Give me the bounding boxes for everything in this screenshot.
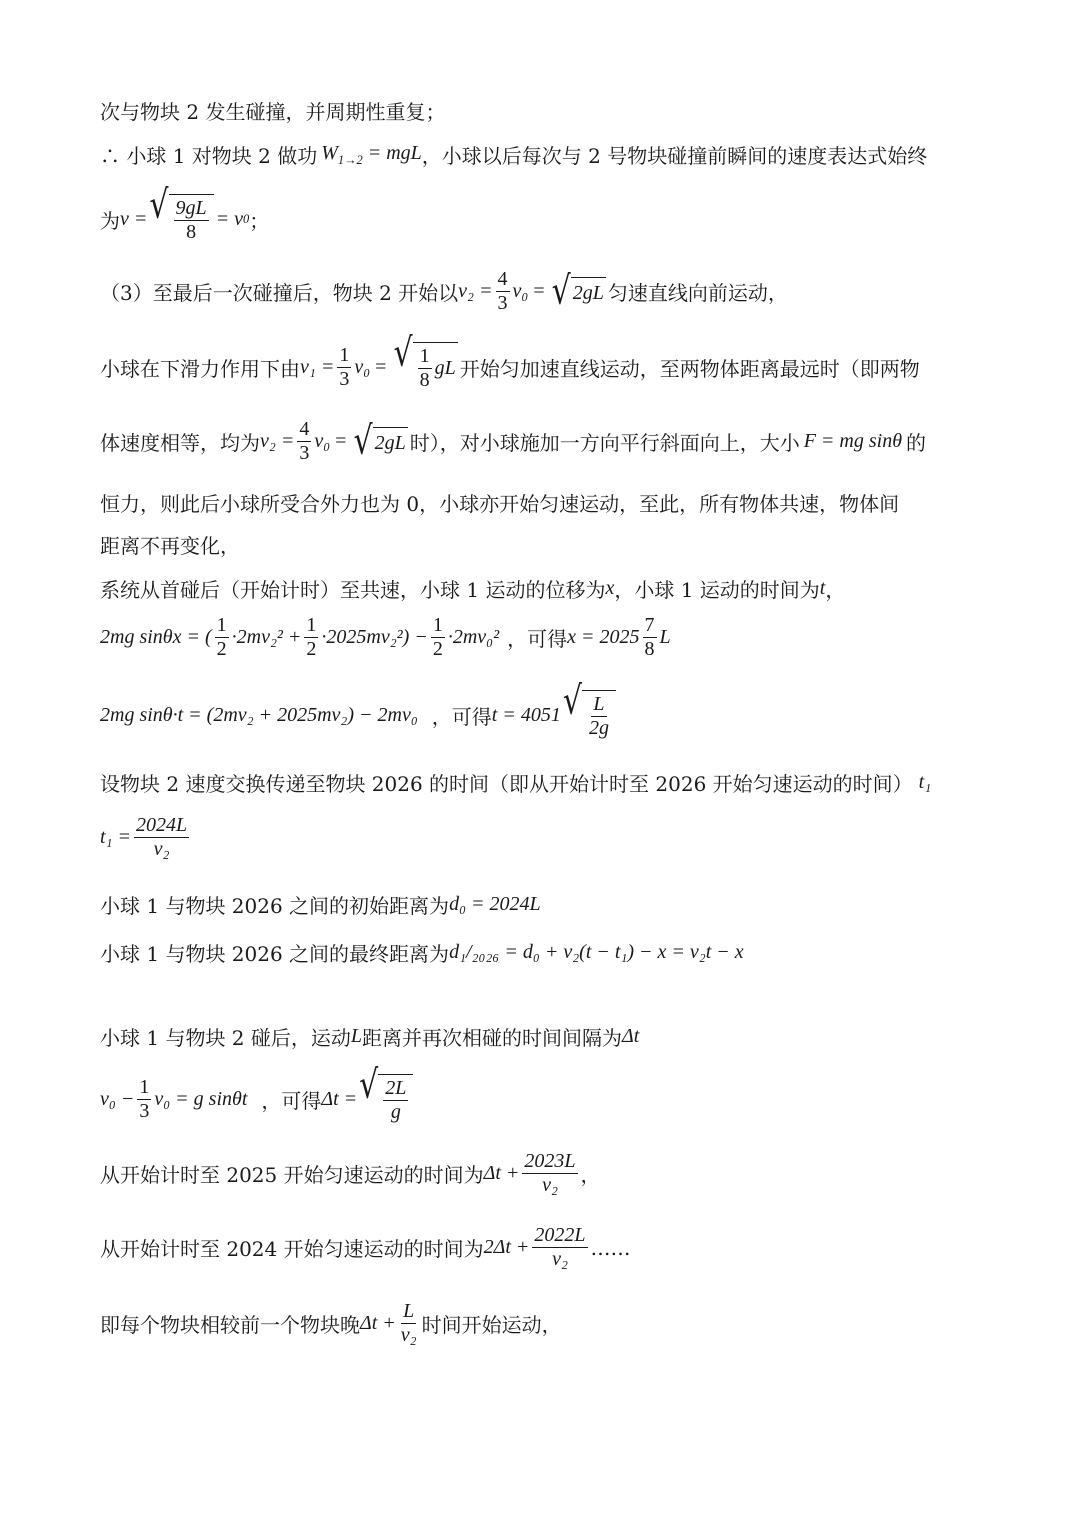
text: ，可得	[261, 1088, 322, 1113]
math: t	[819, 577, 826, 599]
text-line: 体速度相等，均为 v₂ = $\frac{4}{3}$ v₀ = √ 2gL 时），对小球施加一方向平行斜面向上，大小 F = mg sinθ 的	[100, 418, 927, 464]
math: v₀	[512, 280, 529, 302]
text-line: 为 v = √ $\frac{9gL}{8}$ = v 0 ；	[100, 182, 270, 243]
math: v₀	[354, 355, 371, 378]
equation-line	[100, 678, 618, 740]
math: x	[605, 577, 615, 599]
text: 匀速直线向前运动，	[607, 281, 788, 305]
text: 系统从首碰后（开始计时）至共速，小球 1 运动的位移为	[100, 578, 606, 602]
text-line	[100, 96, 445, 125]
text: 设物块 2 速度交换传递至物块 2026 的时间（即从开始计时至 2026 开始匀速运动的时间）	[100, 772, 913, 796]
sqrt-expression: √ $\frac{9gL}{8}$	[149, 194, 213, 244]
text: 的	[906, 431, 927, 455]
text-line	[100, 938, 744, 967]
math: = v	[215, 207, 243, 230]
text: ，小球以后每次与 2 号物块碰撞前瞬间的速度表达式始终	[421, 144, 928, 168]
math: Δt =	[321, 1087, 358, 1110]
text-line	[100, 768, 931, 797]
text: 小球在下滑力作用下由	[100, 356, 300, 381]
text-line	[100, 488, 899, 517]
math: ·2025mv₂²) −	[321, 626, 428, 648]
math: t = 4051	[491, 703, 561, 726]
math: v₀ −	[100, 1087, 135, 1110]
text: 小球 1 与物块 2026 之间的最终距离为	[100, 942, 450, 966]
math: Δt	[622, 1025, 640, 1047]
math: t₁ =	[100, 826, 132, 848]
text: （3）至最后一次碰撞后，物块 2 开始以	[100, 281, 459, 305]
text: 小球 1 与物块 2 碰后，运动	[100, 1026, 351, 1050]
text: 距离不再变化，	[100, 534, 240, 558]
equation-line	[100, 814, 192, 861]
text-line	[100, 1022, 639, 1051]
math: 2mg sinθ·t = (2mv₂ + 2025mv₂) − 2mv₀	[100, 703, 418, 726]
sqrt-expression: √ $\frac{L}{2g}$	[563, 690, 616, 740]
math: x = 2025	[567, 626, 640, 648]
sqrt-expression: √ 2gL	[551, 268, 604, 314]
math: F = mg sinθ	[803, 430, 903, 452]
math: v₀	[314, 430, 331, 452]
math: 2mg sinθx = (	[100, 626, 212, 648]
text: 时），对小球施加一方向平行斜面向上，大小	[409, 431, 800, 455]
math: L	[659, 626, 671, 648]
sqrt-expression: √ $\frac{1}{8}$ gL	[393, 330, 456, 391]
sqrt-expression: √ $\frac{2L}{g}$	[359, 1074, 413, 1124]
math: L	[350, 1025, 363, 1047]
math: ·2mv₂² +	[231, 626, 302, 648]
math: ·2mv₀²	[447, 626, 500, 648]
text-line	[100, 890, 541, 919]
equation-line: v₀ − $\frac{1}{3}$ v₀ = g sinθt ，可得 Δt = √ $\frac{2L}{g}$	[100, 1074, 415, 1124]
text-line: 从开始计时至 2025 开始匀速运动的时间为 Δt + $\frac{2023L}{\text{v₂}}$ ，	[100, 1150, 601, 1196]
math: v =	[120, 207, 148, 230]
text: ，可得	[507, 627, 568, 651]
text: ∴ 小球 1 对物块 2 做功	[100, 144, 318, 168]
fraction: $\frac{4}{3}$	[497, 268, 508, 314]
fraction: $\frac{2024L}{\text{v₂}}$	[136, 814, 188, 860]
math: d₀ = 2024L	[449, 893, 541, 915]
math: d₁/₂₀₂₆ = d₀ + v₂(t − t₁) − x = v₂t − x	[449, 941, 744, 963]
text-line	[100, 140, 927, 169]
text: ，小球 1 运动的时间为	[614, 578, 820, 602]
math: Δt +	[360, 1312, 396, 1334]
text: 开始匀加速直线运动，至两物体距离最远时（即两物	[459, 356, 920, 381]
text: 体速度相等，均为	[100, 431, 260, 455]
text: 恒力，则此后小球所受合外力也为 0，小球亦开始匀速运动，至此，所有物体共速，物体间	[100, 492, 900, 516]
sqrt-expression: √ 2gL	[353, 418, 406, 464]
text-line: 系统从首碰后（开始计时）至共速，小球 1 运动的位移为 x ，小球 1 运动的时间为 t ，	[100, 574, 845, 603]
equation-line: 2mg sinθx = ( $\frac{1}{2}$ ·2mv₂² + $\frac{1}{2}$ ·2025mv₂²) − $\frac{1}{2}$ ·2mv₀² ，可得 x = 2025 $\frac{7}{8}$ L	[100, 614, 671, 660]
fraction: $\frac{4}{3}$	[299, 418, 310, 464]
math: 2Δt +	[483, 1236, 530, 1258]
text: 即每个物块相较前一个物块晚	[100, 1313, 360, 1337]
text: 为	[100, 208, 120, 233]
math: $W_{1\to 2}$ = mgL	[321, 141, 422, 167]
text: ，可得	[431, 704, 492, 729]
math: v₀ = g sinθt	[154, 1087, 248, 1110]
text: 时间开始运动，	[421, 1313, 562, 1337]
math: v₂ =	[260, 430, 295, 452]
math: v₂ =	[458, 280, 493, 302]
text-line: 即每个物块相较前一个物块晚 Δt + $\frac{L}{\text{v₂}}$ 时间开始运动，	[100, 1300, 562, 1346]
text: 从开始计时至 2024 开始匀速运动的时间为	[100, 1237, 484, 1261]
fraction: $\frac{1}{3}$	[339, 343, 350, 390]
text-line	[100, 530, 240, 559]
math: v₁ =	[300, 355, 335, 378]
text: 从开始计时至 2025 开始匀速运动的时间为	[100, 1163, 484, 1187]
text: 次与物块 2 发生碰撞，并周期性重复；	[100, 100, 446, 124]
text-line: 小球在下滑力作用下由 v₁ = $\frac{1}{3}$ v₀ = √ $\frac{1}{8}$ gL 开始匀加速直线运动，至两物体距离最远时（即两物	[100, 330, 920, 391]
text: 小球 1 与物块 2026 之间的初始距离为	[100, 894, 450, 918]
text: 距离并再次相碰的时间间隔为	[362, 1026, 623, 1050]
math: t₁	[918, 771, 932, 793]
text-line: （3）至最后一次碰撞后，物块 2 开始以 v₂ = $\frac{4}{3}$ v₀ = √ 2gL 匀速直线向前运动，	[100, 268, 788, 314]
text-line: 从开始计时至 2024 开始匀速运动的时间为 2Δt + $\frac{2022L}{\text{v₂}}$ ……	[100, 1224, 631, 1270]
math: Δt +	[483, 1162, 520, 1184]
